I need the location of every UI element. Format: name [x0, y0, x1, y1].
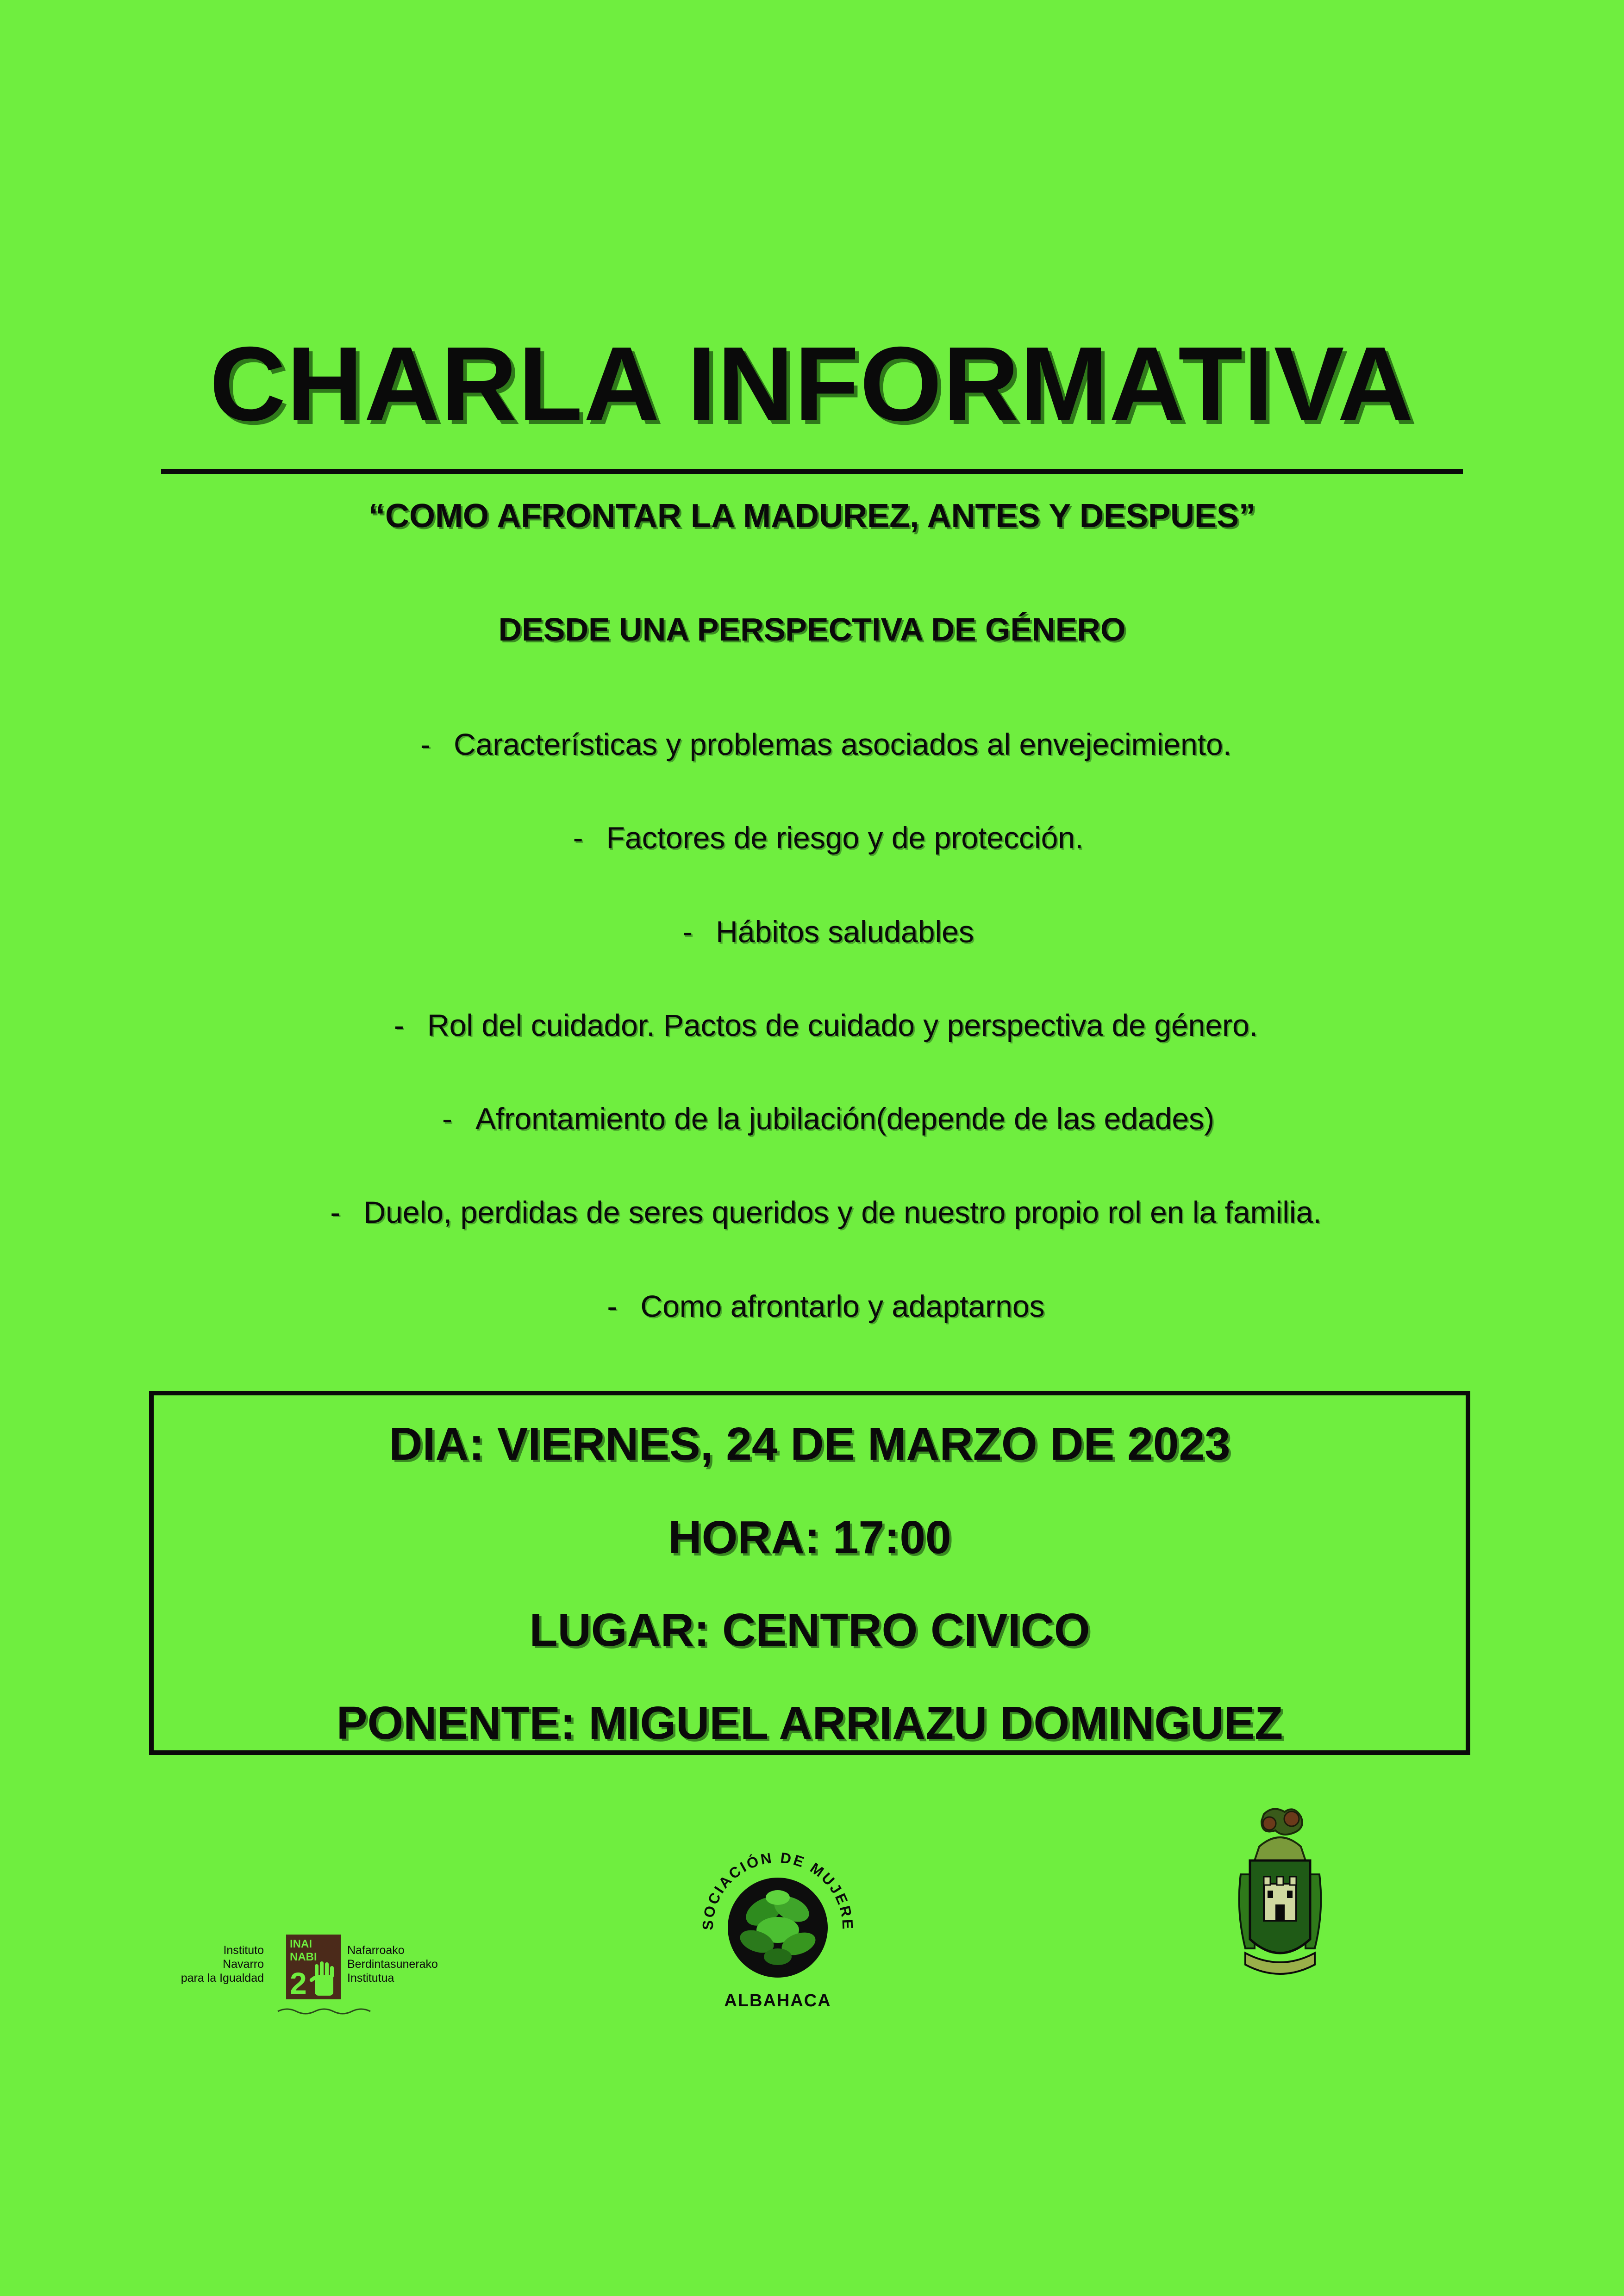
list-item — [0, 1005, 1624, 1045]
event-place: LUGAR: CENTRO CIVICO — [529, 1604, 1090, 1656]
bullet-dash: - — [420, 727, 431, 761]
topic-text: Factores de riesgo y de protección. — [606, 821, 1084, 855]
municipal-crest — [1231, 1805, 1329, 1990]
albahaca-logo-graphic — [694, 1847, 861, 2013]
event-details-box — [149, 1391, 1470, 1755]
event-speaker: PONENTE: MIGUEL ARRIAZU DOMINGUEZ — [336, 1697, 1283, 1749]
topic-text: Duelo, perdidas de seres queridos y de nuestro propio rol en la familia. — [363, 1195, 1322, 1229]
bullet-dash: - — [573, 821, 583, 855]
event-time: HORA: 17:00 — [668, 1512, 951, 1563]
inai-left-line-2: Navarro — [223, 1958, 264, 1971]
event-date: DIA: VIERNES, 24 DE MARZO DE 2023 — [389, 1418, 1230, 1470]
talk-subtitle: “COMO AFRONTAR LA MADUREZ, ANTES Y DESPUES” — [368, 498, 1256, 535]
bullet-dash: - — [607, 1289, 618, 1323]
inai-logo-graphic — [171, 1935, 458, 2022]
list-item — [0, 1192, 1624, 1232]
inai-logo — [171, 1935, 458, 2022]
list-item — [0, 1099, 1624, 1139]
topic-text: Como afrontarlo y adaptarnos — [640, 1289, 1045, 1323]
title-divider — [161, 469, 1463, 474]
topic-text: Hábitos saludables — [716, 915, 974, 949]
inai-badge-line-2: NABI — [290, 1951, 317, 1963]
inai-right-line-2: Berdintasunerako — [347, 1958, 438, 1971]
bullet-dash: - — [442, 1101, 452, 1136]
bullet-dash: - — [330, 1195, 341, 1229]
list-item — [0, 724, 1624, 764]
bullet-dash: - — [682, 915, 693, 949]
inai-right-line-3: Institutua — [347, 1972, 394, 1985]
inai-left-line-3: para la Igualdad — [181, 1972, 264, 1985]
albahaca-name: ALBAHACA — [724, 1991, 831, 2010]
albahaca-ring-text: SOCIACIÓN DE MUJERE — [699, 1849, 856, 1931]
inai-badge-number: 2 — [290, 1966, 307, 2000]
inai-badge-line-1: INAI — [290, 1938, 312, 1950]
list-item — [0, 1286, 1624, 1326]
poster-title: CHARLA INFORMATIVA — [209, 325, 1415, 443]
gender-perspective-heading: DESDE UNA PERSPECTIVA DE GÉNERO — [498, 611, 1126, 647]
topic-text: Características y problemas asociados al envejecimiento. — [453, 727, 1232, 761]
inai-signature-scribble — [278, 2009, 370, 2014]
topic-text: Rol del cuidador. Pactos de cuidado y perspectiva de género. — [427, 1008, 1258, 1042]
list-item — [0, 818, 1624, 858]
inai-left-line-1: Instituto — [223, 1944, 264, 1957]
inai-right-line-1: Nafarroako — [347, 1944, 405, 1957]
albahaca-logo — [694, 1847, 861, 2013]
municipal-coat-of-arms-icon — [1231, 1805, 1329, 1990]
list-item — [0, 912, 1624, 952]
topic-text: Afrontamiento de la jubilación(depende de las edades) — [475, 1101, 1215, 1136]
bullet-dash: - — [394, 1008, 404, 1042]
